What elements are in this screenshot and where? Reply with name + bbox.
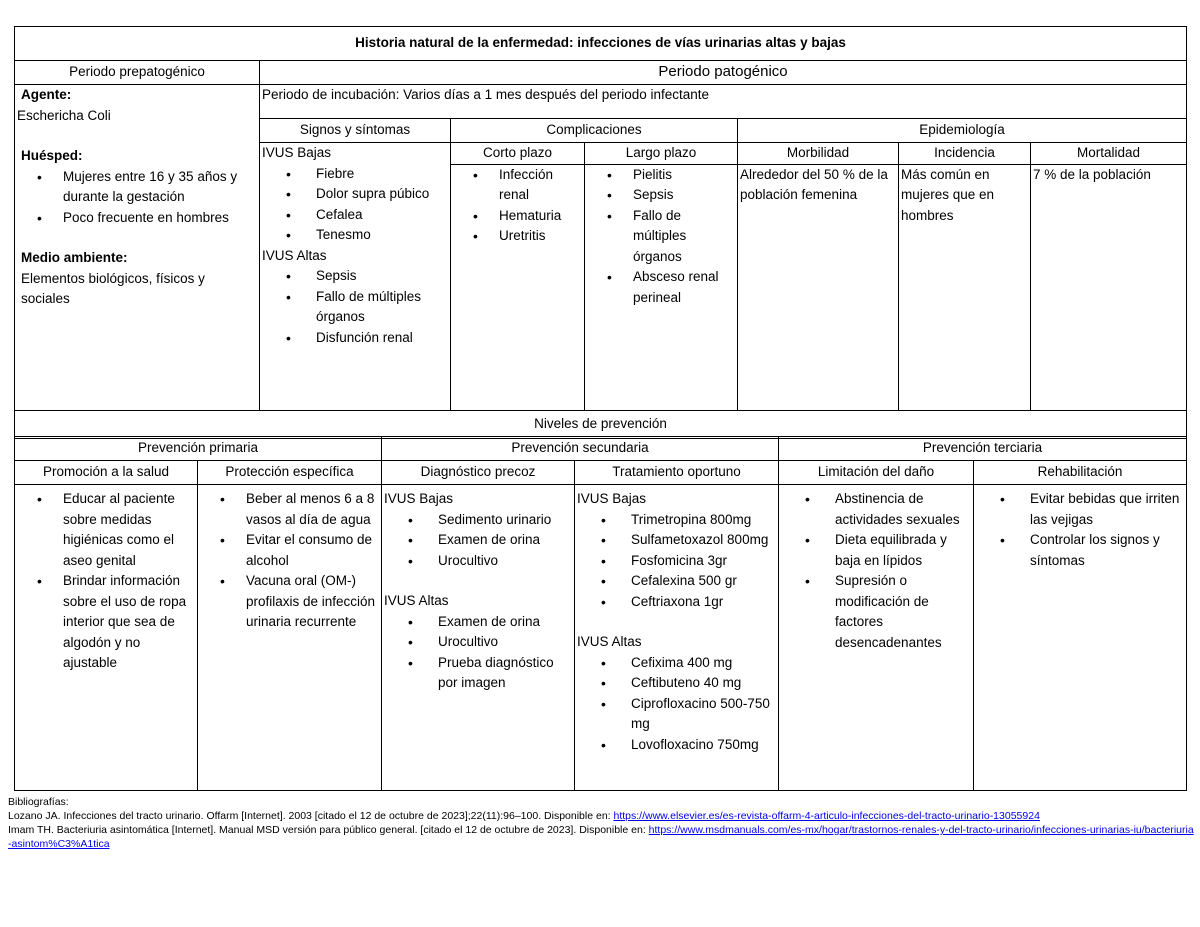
- specific-protection-cell: [198, 485, 382, 791]
- list-item: • Pielitis: [587, 165, 735, 186]
- host-label: Huésped:: [21, 148, 83, 163]
- list-item: • Dolor supra púbico: [262, 184, 448, 205]
- list-item: • Ceftriaxona 1gr: [577, 592, 776, 613]
- list-item: • Evitar el consumo de alcohol: [200, 530, 379, 571]
- mortality-value: 7 % de la población: [1031, 164, 1187, 410]
- rehabilitation-cell: [974, 485, 1187, 791]
- morbidity-header: Morbilidad: [738, 143, 899, 165]
- list-item: • Supresión o modificación de factores desencadenantes: [781, 571, 971, 653]
- reference-1: [8, 809, 1194, 823]
- prevention-table: [14, 436, 1187, 791]
- rehabilitation-list: [976, 489, 1184, 571]
- short-term-list: [453, 165, 582, 247]
- prevention-levels-header: Niveles de prevención: [15, 410, 1187, 438]
- environment-label: Medio ambiente:: [21, 250, 128, 265]
- health-promotion-cell: [15, 485, 198, 791]
- diag-high-label: IVUS Altas: [384, 593, 449, 608]
- list-item: • Uretritis: [453, 226, 582, 247]
- diag-low-list: [384, 510, 572, 572]
- treat-low-label: IVUS Bajas: [577, 491, 647, 506]
- list-item: • Cefalexina 500 gr: [577, 571, 776, 592]
- list-item: • Cefalea: [262, 205, 448, 226]
- list-item: • Ciprofloxacino 500-750 mg: [577, 694, 776, 735]
- list-item: • Sulfametoxazol 800mg: [577, 530, 776, 551]
- list-item: • Fiebre: [262, 164, 448, 185]
- treat-high-list: [577, 653, 776, 756]
- incidence-value: Más común en mujeres que en hombres: [899, 164, 1031, 410]
- timely-treatment-header: Tratamiento oportuno: [575, 461, 779, 485]
- long-term-header: Largo plazo: [585, 143, 738, 165]
- list-item: • Evitar bebidas que irriten las vejigas: [976, 489, 1184, 530]
- secondary-prevention-header: Prevención secundaria: [382, 437, 779, 461]
- list-item: • Fosfomicina 3gr: [577, 551, 776, 572]
- prepatogenic-cell: [15, 85, 260, 411]
- short-term-cell: [451, 164, 585, 410]
- list-item: • Vacuna oral (OM-) profilaxis de infección urinaria recurrente: [200, 571, 379, 633]
- list-item: • Ceftibuteno 40 mg: [577, 673, 776, 694]
- treat-high-label: IVUS Altas: [577, 634, 642, 649]
- list-item: • Lovofloxacino 750mg: [577, 735, 776, 756]
- complications-header: Complicaciones: [451, 119, 738, 143]
- reference-1-text: Lozano JA. Infecciones del tracto urinario. Offarm [Internet]. 2003 [citado el 12 de octubre de 2023];22(11):96–100. Disponible en:: [8, 810, 614, 822]
- reference-2-text: Imam TH. Bacteriuria asintomática [Internet]. Manual MSD versión para público general. [citado el 12 de octubre de 2023]. Disponible en:: [8, 824, 649, 836]
- list-item: • Tenesmo: [262, 225, 448, 246]
- agent-value: Eschericha Coli: [17, 107, 111, 123]
- list-item: • Trimetropina 800mg: [577, 510, 776, 531]
- list-item: • Urocultivo: [384, 551, 572, 572]
- list-item: • Examen de orina: [384, 530, 572, 551]
- diag-low-label: IVUS Bajas: [384, 491, 454, 506]
- list-item: • Sedimento urinario: [384, 510, 572, 531]
- primary-prevention-header: Prevención primaria: [15, 437, 382, 461]
- prepatogenic-header: Periodo prepatogénico: [15, 61, 260, 85]
- reference-2-link[interactable]: https://www.msdmanuals.com/es-mx/hogar/trastornos-renales-y-del-tracto-urinario/infecciones-urinarias-iu/bacteriuria-asintom%C3%A1tica: [8, 824, 1194, 850]
- list-item: • Hematuria: [453, 206, 582, 227]
- long-term-list: [587, 165, 735, 309]
- list-item: • Fallo de múltiples órganos: [587, 206, 735, 268]
- early-diagnosis-header: Diagnóstico precoz: [382, 461, 575, 485]
- table-title: Historia natural de la enfermedad: infecciones de vías urinarias altas y bajas: [15, 27, 1187, 61]
- morbidity-value: Alrededor del 50 % de la población femenina: [738, 164, 899, 410]
- list-item: • Sepsis: [587, 185, 735, 206]
- reference-2: [8, 823, 1194, 851]
- list-item: • Cefixima 400 mg: [577, 653, 776, 674]
- incubation-period: Periodo de incubación: Varios días a 1 mes después del periodo infectante: [260, 85, 1187, 119]
- reference-1-link[interactable]: https://www.elsevier.es/es-revista-offarm-4-articulo-infecciones-del-tracto-urinario-13055924: [613, 810, 1040, 822]
- health-promotion-header: Promoción a la salud: [15, 461, 198, 485]
- specific-protection-header: Protección específica: [198, 461, 382, 485]
- signs-header: Signos y síntomas: [260, 119, 451, 143]
- rehabilitation-header: Rehabilitación: [974, 461, 1187, 485]
- list-item: • Abstinencia de actividades sexuales: [781, 489, 971, 530]
- short-term-header: Corto plazo: [451, 143, 585, 165]
- list-item: • Infección renal: [453, 165, 582, 206]
- damage-limitation-cell: [779, 485, 974, 791]
- list-item: • Prueba diagnóstico por imagen: [384, 653, 572, 694]
- bibliography-label: Bibliografías:: [8, 796, 69, 808]
- specific-protection-list: [200, 489, 379, 633]
- list-item: • Fallo de múltiples órganos: [262, 287, 448, 328]
- list-item: • Poco frecuente en hombres: [17, 208, 257, 229]
- signs-low-label: IVUS Bajas: [262, 145, 332, 160]
- natural-history-table: [14, 26, 1187, 439]
- list-item: • Sepsis: [262, 266, 448, 287]
- signs-cell: [260, 143, 451, 411]
- list-item: • Mujeres entre 16 y 35 años y durante la gestación: [17, 167, 257, 208]
- list-item: • Brindar información sobre el uso de ropa interior que sea de algodón y no ajustable: [17, 571, 195, 674]
- list-item: • Dieta equilibrada y baja en lípidos: [781, 530, 971, 571]
- damage-limitation-list: [781, 489, 971, 653]
- list-item: • Urocultivo: [384, 632, 572, 653]
- treat-low-list: [577, 510, 776, 613]
- incidence-header: Incidencia: [899, 143, 1031, 165]
- tertiary-prevention-header: Prevención terciaria: [779, 437, 1187, 461]
- mortality-header: Mortalidad: [1031, 143, 1187, 165]
- environment-value: Elementos biológicos, físicos y sociales: [21, 270, 205, 306]
- signs-high-list: [262, 266, 448, 348]
- damage-limitation-header: Limitación del daño: [779, 461, 974, 485]
- early-diagnosis-cell: [382, 485, 575, 791]
- epidemiology-header: Epidemiología: [738, 119, 1187, 143]
- signs-high-label: IVUS Altas: [262, 247, 327, 263]
- signs-low-list: [262, 164, 448, 246]
- list-item: • Absceso renal perineal: [587, 267, 735, 308]
- diag-high-list: [384, 612, 572, 694]
- timely-treatment-cell: [575, 485, 779, 791]
- patogenic-header: Periodo patogénico: [260, 61, 1187, 85]
- list-item: • Examen de orina: [384, 612, 572, 633]
- bibliography: [8, 795, 1194, 851]
- host-list: [17, 167, 257, 229]
- health-promotion-list: [17, 489, 195, 674]
- agent-label: Agente:: [21, 87, 72, 102]
- long-term-cell: [585, 164, 738, 410]
- list-item: • Controlar los signos y síntomas: [976, 530, 1184, 571]
- list-item: • Disfunción renal: [262, 328, 448, 349]
- list-item: • Beber al menos 6 a 8 vasos al día de agua: [200, 489, 379, 530]
- list-item: • Educar al paciente sobre medidas higiénicas como el aseo genital: [17, 489, 195, 571]
